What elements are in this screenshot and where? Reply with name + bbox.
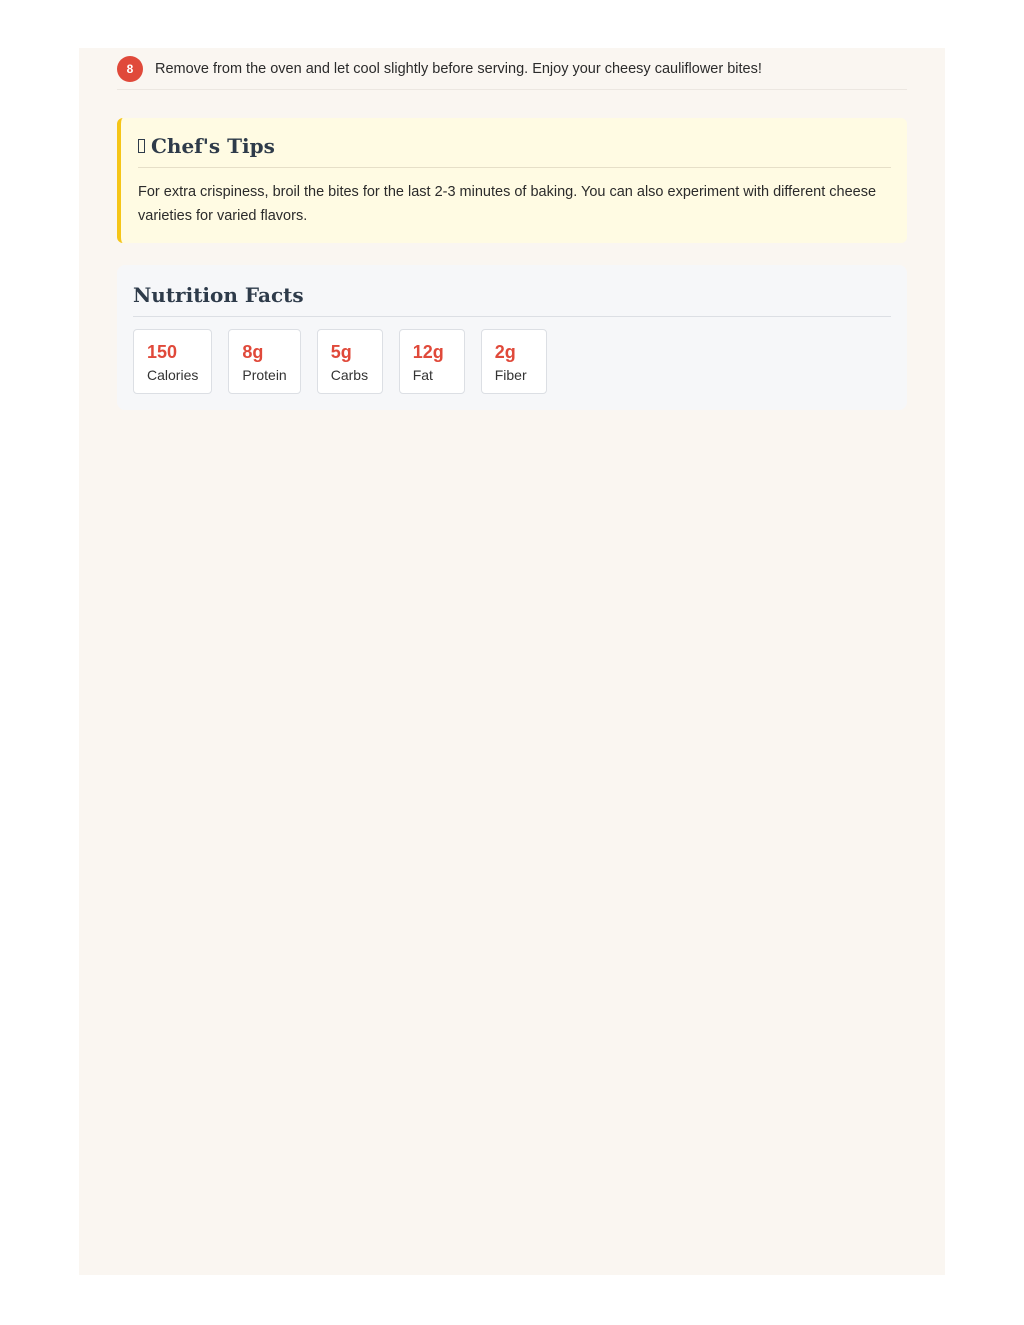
nutrition-fact-label: Carbs <box>330 367 369 383</box>
nutrition-fact-value: 5g <box>330 342 352 362</box>
nutrition-fact-fat <box>399 329 465 394</box>
nutrition-fact-label: Fat <box>412 367 433 383</box>
instruction-step <box>117 48 907 90</box>
nutrition-fact-protein <box>228 329 300 394</box>
nutrition-facts-panel <box>117 265 907 410</box>
nutrition-fact-value: 150 <box>147 342 178 362</box>
nutrition-facts-title: Nutrition Facts <box>133 283 891 317</box>
nutrition-fact-fiber <box>481 329 547 394</box>
nutrition-fact-label: Calories <box>147 367 199 383</box>
chefs-tips-title: Chef's Tips <box>151 134 275 158</box>
step-text: Remove from the oven and let cool slightly before serving. Enjoy your cheesy cauliflower bites! <box>155 60 762 77</box>
chefs-tips-text: For extra crispiness, broil the bites for the last 2-3 minutes of baking. You can also experiment with different cheese varieties for varied flavors. <box>138 184 877 224</box>
step-number-badge: 8 <box>117 56 143 82</box>
nutrition-fact-value: 12g <box>412 342 444 362</box>
recipe-page <box>79 48 945 1275</box>
nutrition-fact-value: 2g <box>494 342 516 362</box>
chefs-tips-box <box>117 118 907 243</box>
nutrition-fact-label: Fiber <box>494 367 527 383</box>
nutrition-fact-value: 8g <box>242 342 264 362</box>
nutrition-fact-calories <box>133 329 212 394</box>
lightbulb-icon <box>138 139 145 153</box>
chefs-tips-heading <box>138 134 891 168</box>
nutrition-fact-label: Protein <box>242 367 287 383</box>
nutrition-facts-list <box>133 329 891 394</box>
nutrition-fact-carbs <box>317 329 383 394</box>
recipe-content <box>117 48 907 410</box>
